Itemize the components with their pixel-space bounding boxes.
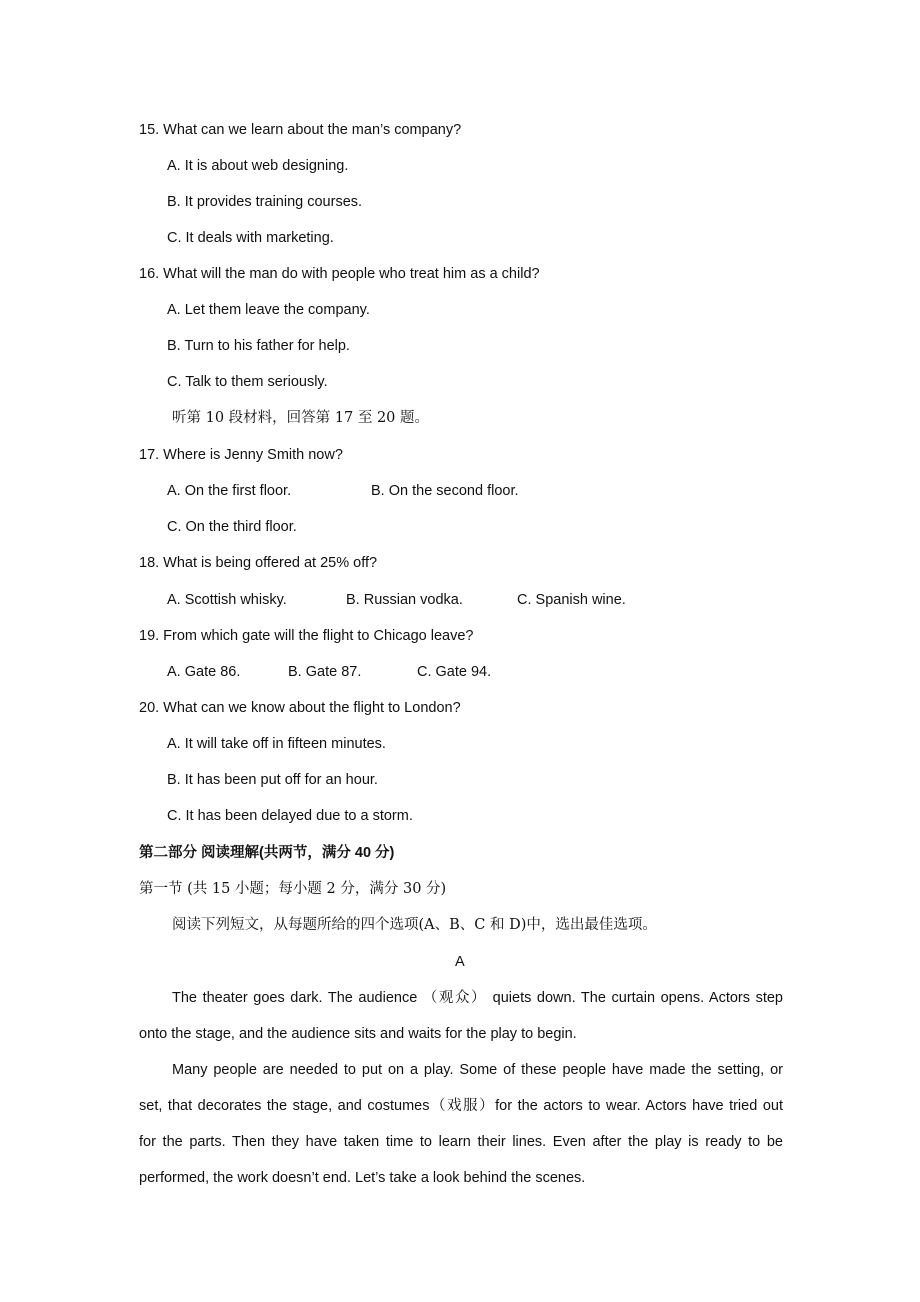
question-16-option-a: A. Let them leave the company. <box>167 302 370 318</box>
passage-paragraph-2-line-1: Many people are needed to put on a play. Some of these people have made the setting, or <box>172 1062 783 1078</box>
passage-paragraph-1-line-1: The theater goes dark. The audience （观众） quiets down. The curtain opens. Actors step <box>172 990 783 1006</box>
question-19-stem: 19. From which gate will the flight to Chicago leave? <box>139 628 474 644</box>
question-19-option-b: B. Gate 87. <box>288 664 362 680</box>
question-18-option-a: A. Scottish whisky. <box>167 592 287 608</box>
question-15-stem: 15. What can we learn about the man’s company? <box>139 122 462 138</box>
question-20-stem: 20. What can we know about the flight to London? <box>139 700 461 716</box>
passage-label: A <box>455 954 465 970</box>
question-15-option-a: A. It is about web designing. <box>167 158 349 174</box>
listening-instruction-10: 听第 10 段材料，回答第 17 至 20 题。 <box>172 410 430 426</box>
question-16-option-c: C. Talk to them seriously. <box>167 374 328 390</box>
question-18-stem: 18. What is being offered at 25% off? <box>139 555 378 571</box>
question-19-option-a: A. Gate 86. <box>167 664 241 680</box>
question-20-option-c: C. It has been delayed due to a storm. <box>167 808 413 824</box>
question-20-option-a: A. It will take off in fifteen minutes. <box>167 736 386 752</box>
passage-paragraph-2-line-3: for the parts. Then they have taken time to learn their lines. Even after the play is ready to be <box>139 1134 783 1150</box>
question-15-option-c: C. It deals with marketing. <box>167 230 334 246</box>
question-17-stem: 17. Where is Jenny Smith now? <box>139 447 343 463</box>
question-15-option-b: B. It provides training courses. <box>167 194 363 210</box>
part-two-heading: 第二部分 阅读理解(共两节，满分 40 分) <box>139 845 395 861</box>
question-20-option-b: B. It has been put off for an hour. <box>167 772 378 788</box>
passage-paragraph-2-line-2: set, that decorates the stage, and costumes（戏服）for the actors to wear. Actors have tried out <box>139 1098 783 1114</box>
question-17-option-a: A. On the first floor. <box>167 483 292 499</box>
question-19-option-c: C. Gate 94. <box>417 664 492 680</box>
question-18-option-c: C. Spanish wine. <box>517 592 626 608</box>
question-16-stem: 16. What will the man do with people who treat him as a child? <box>139 266 540 282</box>
question-17-option-c: C. On the third floor. <box>167 519 297 535</box>
section-one-heading: 第一节 (共 15 小题；每小题 2 分，满分 30 分) <box>139 881 447 897</box>
passage-paragraph-2-line-4: performed, the work doesn’t end. Let’s take a look behind the scenes. <box>139 1170 586 1186</box>
passage-paragraph-1-line-2: onto the stage, and the audience sits and waits for the play to begin. <box>139 1026 577 1042</box>
reading-instruction: 阅读下列短文，从每题所给的四个选项(A、B、C 和 D)中，选出最佳选项。 <box>172 917 657 933</box>
question-18-option-b: B. Russian vodka. <box>346 592 463 608</box>
question-17-option-b: B. On the second floor. <box>371 483 519 499</box>
question-16-option-b: B. Turn to his father for help. <box>167 338 350 354</box>
